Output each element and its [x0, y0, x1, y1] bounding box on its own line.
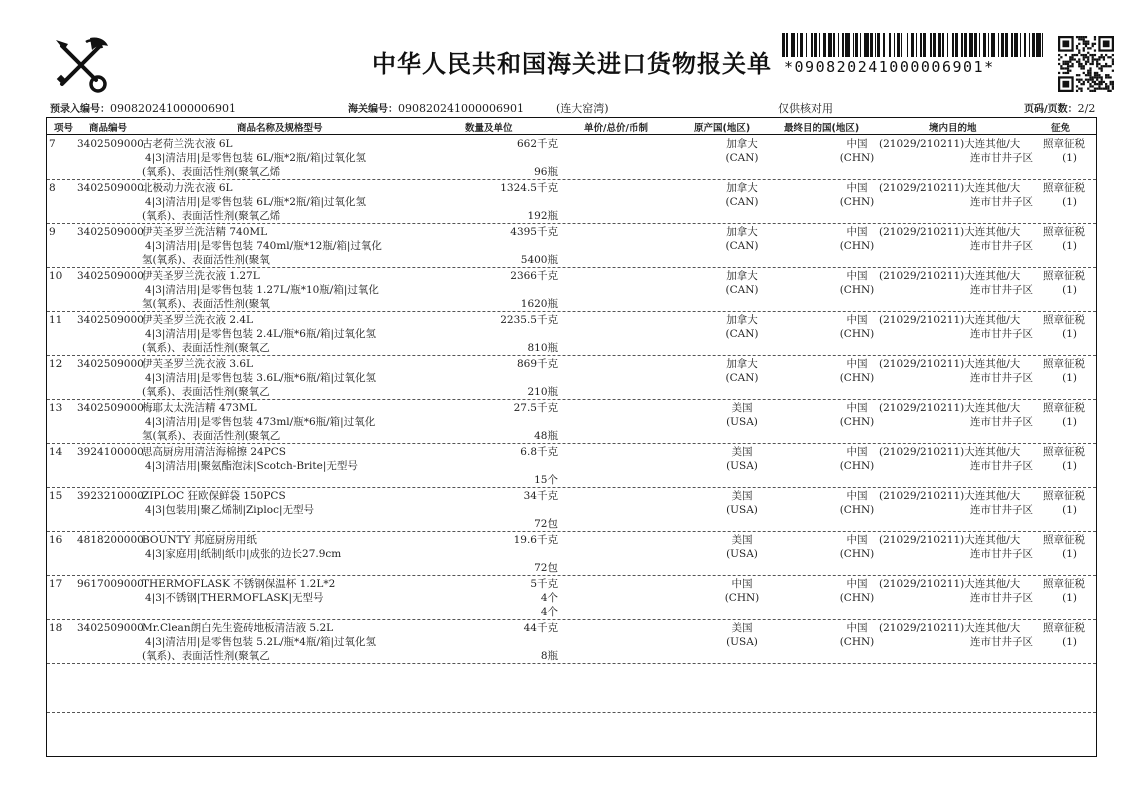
table-row [47, 311, 1096, 356]
cell-dest2: (CHN) [839, 240, 875, 252]
cell-dest1: 中国 [846, 534, 868, 546]
cell-name1: ZIPLOC 狂欧保鲜袋 150PCS [142, 490, 286, 502]
cell-no: 11 [49, 314, 63, 326]
header-levy: 征免 [1051, 123, 1071, 134]
table-row [47, 619, 1096, 664]
cell-name2: 4|3|家庭用|纸制|纸巾|成张的边长27.9cm [145, 548, 342, 560]
cell-qty3: 96瓶 [534, 166, 558, 178]
cell-qty3: 810瓶 [527, 342, 558, 354]
port-name: (连大窑湾) [556, 102, 609, 115]
cell-levy2: (1) [1062, 548, 1077, 560]
header-price: 单价/总价/币制 [584, 123, 648, 134]
cell-dom1: (21029/210211)大连其他/大 [879, 138, 1021, 150]
cell-qty1: 2235.5千克 [500, 314, 558, 326]
cell-dom1: (21029/210211)大连其他/大 [879, 358, 1021, 370]
cell-name2: 4|3|包装用|聚乙烯制|Ziploc|无型号 [145, 504, 314, 516]
cell-qty3: 15个 [534, 474, 558, 486]
cell-dom1: (21029/210211)大连其他/大 [879, 446, 1021, 458]
cell-dom2: 连市甘井子区 [970, 240, 1033, 252]
cell-levy2: (1) [1062, 240, 1077, 252]
cell-name1: 伊芙圣罗兰洗洁精 740ML [142, 226, 268, 238]
cell-dest1: 中国 [846, 490, 868, 502]
cell-dom2: 连市甘井子区 [970, 548, 1033, 560]
cell-dest1: 中国 [846, 358, 868, 370]
cell-name2: 4|3|清洁用|是零售包装 740ml/瓶*12瓶/箱|过氧化 [145, 240, 382, 252]
cell-no: 8 [49, 182, 56, 194]
cell-qty2: 4个 [540, 592, 558, 604]
cell-dom2: 连市甘井子区 [970, 504, 1033, 516]
cell-code: 3402509000 [77, 402, 144, 414]
table-row [47, 399, 1096, 444]
cell-dest2: (CHN) [839, 548, 875, 560]
cell-qty1: 34千克 [523, 490, 558, 502]
cell-no: 18 [49, 622, 63, 634]
cell-qty1: 5千克 [530, 578, 558, 590]
cell-name3: (氧系)、表面活性剂(聚氧乙烯 [142, 210, 281, 222]
cell-code: 9617009000 [77, 578, 144, 590]
cell-dom1: (21029/210211)大连其他/大 [879, 314, 1021, 326]
cell-qty1: 869千克 [516, 358, 558, 370]
cell-origin1: 美国 [731, 446, 753, 458]
cell-no: 12 [49, 358, 63, 370]
cell-name1: 北极动力洗衣液 6L [142, 182, 233, 194]
cell-dom2: 连市甘井子区 [970, 328, 1033, 340]
qr-code-icon [1058, 36, 1114, 92]
table-row [47, 575, 1096, 620]
cell-name2: 4|3|清洁用|是零售包装 6L/瓶*2瓶/箱|过氧化氢 [145, 152, 367, 164]
cell-code: 3402509000 [77, 138, 144, 150]
cell-name1: 梅耶太太洗洁精 473ML [142, 402, 257, 414]
cell-levy2: (1) [1062, 416, 1077, 428]
page-indicator: 页码/页数：2/2 [1024, 102, 1096, 115]
cell-no: 13 [49, 402, 63, 414]
cell-levy2: (1) [1062, 592, 1077, 604]
cell-levy2: (1) [1062, 152, 1077, 164]
cell-origin2: (CAN) [725, 240, 759, 252]
cell-qty1: 6.8千克 [520, 446, 558, 458]
cell-name3: 氢(氧系)、表面活性剂(聚氧 [142, 298, 270, 310]
cell-dest2: (CHN) [839, 636, 875, 648]
cell-origin2: (CAN) [725, 284, 759, 296]
cell-dom1: (21029/210211)大连其他/大 [879, 182, 1021, 194]
cell-dest1: 中国 [846, 270, 868, 282]
header-code: 商品编号 [89, 123, 128, 134]
cell-origin1: 加拿大 [726, 182, 758, 194]
cell-origin2: (USA) [726, 416, 758, 428]
cell-name2: 4|3|清洁用|是零售包装 6L/瓶*2瓶/箱|过氧化氢 [145, 196, 367, 208]
cell-qty1: 4395千克 [510, 226, 558, 238]
cell-dest1: 中国 [846, 138, 868, 150]
header-no: 项号 [54, 123, 74, 134]
header-origin: 原产国(地区) [694, 123, 751, 134]
header-domestic: 境内目的地 [929, 123, 977, 134]
cell-dest1: 中国 [846, 622, 868, 634]
cell-name2: 4|3|不锈钢|THERMOFLASK|无型号 [145, 592, 324, 604]
cell-name3: (氧系)、表面活性剂(聚氧乙 [142, 386, 270, 398]
cell-levy2: (1) [1062, 196, 1077, 208]
cell-name1: Mr.Clean朗白先生瓷砖地板清洁液 5.2L [142, 622, 334, 634]
cell-origin2: (CAN) [725, 372, 759, 384]
cell-name1: 伊芙圣罗兰洗衣液 2.4L [142, 314, 254, 326]
cell-origin1: 美国 [731, 402, 753, 414]
cell-levy1: 照章征税 [1043, 402, 1085, 414]
cell-name2: 4|3|清洁用|是零售包装 1.27L/瓶*10瓶/箱|过氧化 [145, 284, 379, 296]
cell-name2: 4|3|清洁用|聚氨酯泡沫|Scotch-Brite|无型号 [145, 460, 358, 472]
cell-dest1: 中国 [846, 446, 868, 458]
barcode-text: *090820241000006901* [784, 58, 995, 76]
cell-levy1: 照章征税 [1043, 358, 1085, 370]
cell-dest1: 中国 [846, 226, 868, 238]
cell-name3: 氢(氧系)、表面活性剂(聚氧 [142, 254, 270, 266]
cell-dom2: 连市甘井子区 [970, 372, 1033, 384]
table-row [47, 531, 1096, 576]
cell-dest2: (CHN) [839, 592, 875, 604]
cell-dom2: 连市甘井子区 [970, 196, 1033, 208]
cell-dom2: 连市甘井子区 [970, 416, 1033, 428]
cell-qty3: 72包 [534, 518, 558, 530]
cell-code: 3923210000 [77, 490, 144, 502]
cell-name1: 思高厨房用清洁海棉擦 24PCS [142, 446, 286, 458]
cell-dest2: (CHN) [839, 372, 875, 384]
cell-code: 3924100000 [77, 446, 144, 458]
verification-note: 仅供核对用 [778, 102, 833, 115]
prerecord-number: 预录入编号：090820241000006901 [50, 102, 236, 115]
table-row [47, 135, 1096, 180]
cell-name3: (氧系)、表面活性剂(聚氧乙 [142, 650, 270, 662]
cell-levy2: (1) [1062, 284, 1077, 296]
cell-code: 3402509000 [77, 182, 144, 194]
cell-levy2: (1) [1062, 372, 1077, 384]
cell-qty3: 192瓶 [527, 210, 558, 222]
cell-origin2: (CAN) [725, 152, 759, 164]
cell-levy1: 照章征税 [1043, 490, 1085, 502]
cell-dest2: (CHN) [839, 196, 875, 208]
cell-code: 3402509000 [77, 314, 144, 326]
cell-origin1: 美国 [731, 490, 753, 502]
cell-origin1: 美国 [731, 534, 753, 546]
cell-origin1: 加拿大 [726, 138, 758, 150]
header-qty: 数量及单位 [465, 123, 513, 134]
cell-qty1: 19.6千克 [513, 534, 558, 546]
cell-name2: 4|3|清洁用|是零售包装 3.6L/瓶*6瓶/箱|过氧化氢 [145, 372, 377, 384]
cell-code: 4818200000 [77, 534, 144, 546]
cell-qty3: 48瓶 [534, 430, 558, 442]
cell-origin2: (USA) [726, 636, 758, 648]
cell-dest1: 中国 [846, 402, 868, 414]
cell-code: 3402509000 [77, 270, 144, 282]
cell-dom2: 连市甘井子区 [970, 592, 1033, 604]
cell-name2: 4|3|清洁用|是零售包装 2.4L/瓶*6瓶/箱|过氧化氢 [145, 328, 377, 340]
cell-dom2: 连市甘井子区 [970, 152, 1033, 164]
cell-dom1: (21029/210211)大连其他/大 [879, 226, 1021, 238]
cell-levy2: (1) [1062, 460, 1077, 472]
goods-table [46, 117, 1097, 757]
cell-dom2: 连市甘井子区 [970, 284, 1033, 296]
cell-name3: (氧系)、表面活性剂(聚氧乙烯 [142, 166, 281, 178]
cell-levy1: 照章征税 [1043, 314, 1085, 326]
cell-no: 15 [49, 490, 63, 502]
cell-origin2: (CHN) [724, 592, 760, 604]
cell-origin2: (USA) [726, 460, 758, 472]
cell-levy1: 照章征税 [1043, 622, 1085, 634]
cell-levy1: 照章征税 [1043, 226, 1085, 238]
cell-dom1: (21029/210211)大连其他/大 [879, 270, 1021, 282]
cell-origin1: 加拿大 [726, 226, 758, 238]
cell-qty1: 662千克 [516, 138, 558, 150]
cell-dest2: (CHN) [839, 460, 875, 472]
customs-emblem-icon [50, 34, 112, 96]
cell-dom1: (21029/210211)大连其他/大 [879, 402, 1021, 414]
cell-name3: 氢(氧系)、表面活性剂(聚氧乙 [142, 430, 281, 442]
cell-levy1: 照章征税 [1043, 446, 1085, 458]
cell-no: 14 [49, 446, 63, 458]
cell-qty3: 72包 [534, 562, 558, 574]
cell-levy1: 照章征税 [1043, 534, 1085, 546]
customs-number: 海关编号：090820241000006901 [348, 102, 524, 115]
cell-code: 3402509000 [77, 622, 144, 634]
table-row [47, 487, 1096, 532]
cell-dest2: (CHN) [839, 416, 875, 428]
cell-qty3: 210瓶 [527, 386, 558, 398]
cell-dest1: 中国 [846, 182, 868, 194]
cell-levy2: (1) [1062, 328, 1077, 340]
table-row [47, 267, 1096, 312]
cell-levy1: 照章征税 [1043, 138, 1085, 150]
cell-dest2: (CHN) [839, 284, 875, 296]
cell-levy2: (1) [1062, 504, 1077, 516]
table-header [47, 118, 1096, 135]
cell-dom1: (21029/210211)大连其他/大 [879, 578, 1021, 590]
cell-name1: THERMOFLASK 不锈钢保温杯 1.2L*2 [142, 578, 336, 590]
cell-dest2: (CHN) [839, 152, 875, 164]
cell-no: 7 [49, 138, 56, 150]
cell-dom2: 连市甘井子区 [970, 636, 1033, 648]
cell-name3: (氧系)、表面活性剂(聚氧乙 [142, 342, 270, 354]
cell-dom2: 连市甘井子区 [970, 460, 1033, 472]
cell-name1: 古老荷兰洗衣液 6L [142, 138, 233, 150]
cell-origin2: (CAN) [725, 196, 759, 208]
cell-dom1: (21029/210211)大连其他/大 [879, 622, 1021, 634]
cell-dest2: (CHN) [839, 504, 875, 516]
cell-dest2: (CHN) [839, 328, 875, 340]
cell-qty1: 44千克 [523, 622, 558, 634]
cell-origin2: (USA) [726, 548, 758, 560]
cell-origin1: 美国 [731, 622, 753, 634]
document-title: 中华人民共和国海关进口货物报关单 [372, 50, 772, 78]
cell-dest1: 中国 [846, 578, 868, 590]
table-row [47, 355, 1096, 400]
cell-levy1: 照章征税 [1043, 270, 1085, 282]
cell-qty1: 1324.5千克 [500, 182, 558, 194]
cell-code: 3402509000 [77, 226, 144, 238]
header-name: 商品名称及规格型号 [237, 123, 323, 134]
cell-levy1: 照章征税 [1043, 578, 1085, 590]
cell-name1: BOUNTY 邦庭厨房用纸 [142, 534, 257, 546]
cell-no: 10 [49, 270, 63, 282]
cell-dest1: 中国 [846, 314, 868, 326]
cell-qty1: 27.5千克 [513, 402, 558, 414]
cell-qty3: 1620瓶 [520, 298, 558, 310]
table-row [47, 443, 1096, 488]
cell-name2: 4|3|清洁用|是零售包装 5.2L/瓶*4瓶/箱|过氧化氢 [145, 636, 377, 648]
cell-qty1: 2366千克 [510, 270, 558, 282]
cell-name1: 伊芙圣罗兰洗衣液 1.27L [142, 270, 260, 282]
blank-row [47, 712, 1096, 713]
barcode-icon [782, 33, 1047, 57]
cell-origin1: 中国 [731, 578, 753, 590]
cell-qty3: 4个 [540, 606, 558, 618]
cell-origin1: 加拿大 [726, 314, 758, 326]
cell-levy2: (1) [1062, 636, 1077, 648]
cell-code: 3402509000 [77, 358, 144, 370]
cell-qty3: 5400瓶 [520, 254, 558, 266]
cell-qty3: 8瓶 [540, 650, 558, 662]
cell-no: 17 [49, 578, 63, 590]
cell-levy1: 照章征税 [1043, 182, 1085, 194]
table-row [47, 223, 1096, 268]
cell-origin2: (USA) [726, 504, 758, 516]
cell-origin1: 加拿大 [726, 358, 758, 370]
table-row [47, 179, 1096, 224]
cell-name2: 4|3|清洁用|是零售包装 473ml/瓶*6瓶/箱|过氧化 [145, 416, 376, 428]
header-dest: 最终目的国(地区) [784, 123, 860, 134]
cell-origin2: (CAN) [725, 328, 759, 340]
cell-name1: 伊芙圣罗兰洗衣液 3.6L [142, 358, 254, 370]
cell-origin1: 加拿大 [726, 270, 758, 282]
cell-no: 16 [49, 534, 63, 546]
cell-dom1: (21029/210211)大连其他/大 [879, 490, 1021, 502]
cell-no: 9 [49, 226, 56, 238]
cell-dom1: (21029/210211)大连其他/大 [879, 534, 1021, 546]
